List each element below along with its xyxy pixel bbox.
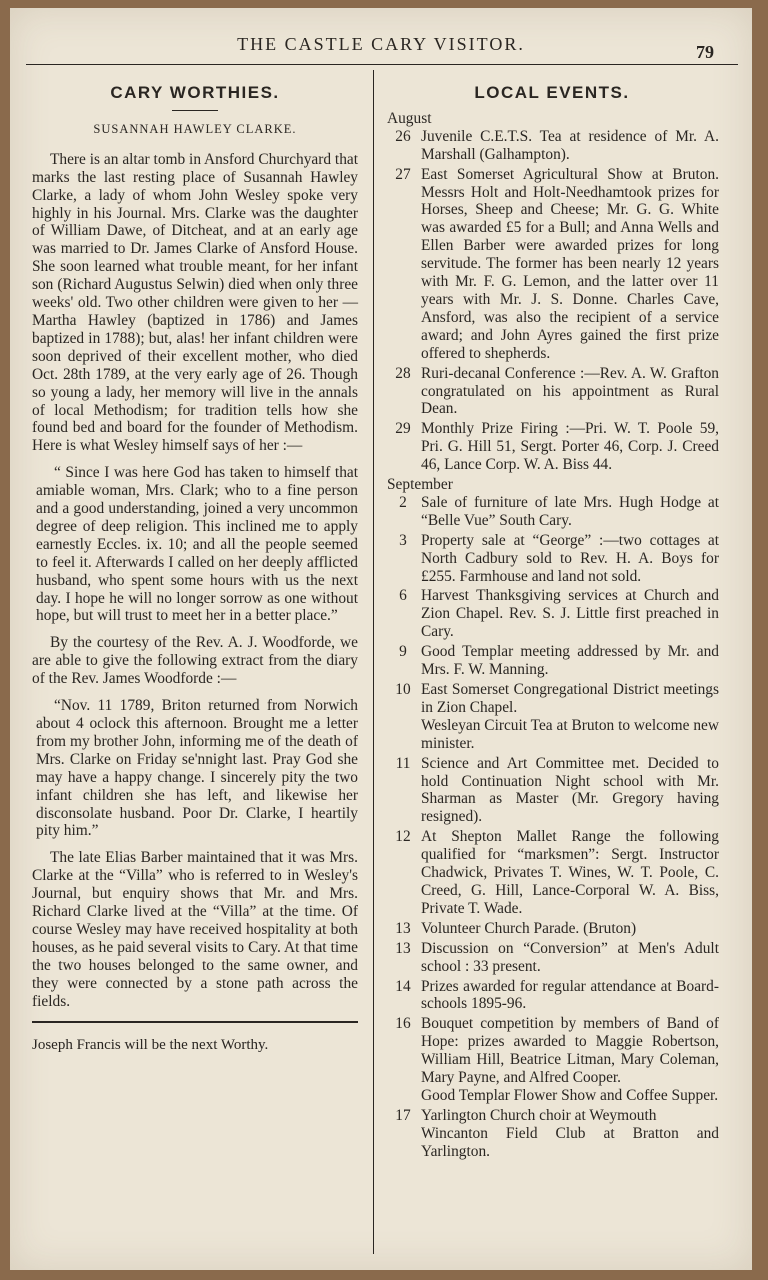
event-text: Bouquet competition by members of Band of Hope: prizes awarded to Maggie Robertson, William Hill, Beatrice Litman, Mary Coleman, Mary Payne, and Alfred Cooper. [421, 1015, 719, 1087]
event-day: 16 [395, 1015, 411, 1033]
event-text: Yarlington Church choir at Weymouth [421, 1106, 657, 1124]
running-head: THE CASTLE CARY VISITOR. [237, 34, 525, 54]
event-item [385, 587, 719, 641]
article-end-rule [32, 1021, 358, 1023]
event-body [421, 920, 719, 938]
event-text: Good Templar meeting addressed by Mr. and Mrs. F. W. Manning. [421, 643, 719, 679]
event-body [421, 587, 719, 641]
event-text: Sale of furniture of late Mrs. Hugh Hodge at “Belle Vue” South Cary. [421, 493, 719, 529]
event-item [385, 1015, 719, 1105]
page [10, 8, 752, 1270]
event-day: 6 [399, 587, 407, 605]
event-text: Discussion on “Conversion” at Men's Adult school : 33 present. [421, 939, 719, 975]
event-text: At Shepton Mallet Range the following qualified for “marksmen”: Sergt. Instructor Chadwick, Privates T. Wines, W. T. Poole, C. Creed, G. Hill, Lance-Corporal W. A. Biss, Private T. Wade. [421, 828, 719, 917]
event-body [421, 494, 719, 530]
event-text: East Somerset Agricultural Show at Bruton. Messrs Holt and Holt-Needhamtook prizes for Horses, Sheep and Cheese; Mr. G. G. White was awarded £5 for a Bull; and Anna Wells and Ellen Barber were awarded prizes for long servitude. The former has been nearly 12 years with Mr. F. G. Lemon, and the latter over 11 years with Mr. J. S. Donne. Charles Cave, Ansford, was also the recipient of a service award; and John Ayres gained the first prize offered to shepherds. [421, 165, 719, 362]
event-body [421, 681, 719, 753]
event-day: 11 [395, 754, 411, 772]
event-day: 12 [395, 828, 411, 846]
cary-worthies-column [32, 70, 358, 1063]
event-body [421, 755, 719, 827]
event-text: Property sale at “George” :—two cottages at North Cadbury sold to Rev. H. A. Boys for £255. Farmhouse and land not sold. [421, 531, 719, 585]
column-divider [373, 70, 374, 1254]
page-number: 79 [696, 42, 714, 62]
article-subtitle: SUSANNAH HAWLEY CLARKE. [93, 121, 297, 136]
event-day: 13 [395, 919, 411, 937]
diary-quote: “Nov. 11 1789, Briton returned from Norwich about 4 oclock this afternoon. Brought me a letter from my brother John, informing me of the death of Mrs. Clarke on Friday se'nnight last. Pray God she may have a happy change. I sincerely pity the two infant children she has left, and likewise her disconsolate husband. Poor Dr. Clarke, I heartily pity him.” [36, 697, 358, 840]
event-text: East Somerset Congregational District meetings in Zion Chapel. [421, 681, 719, 716]
event-day: 9 [399, 643, 407, 661]
events-list [385, 110, 719, 1161]
event-list [385, 128, 719, 474]
event-text: Ruri-decanal Conference :—Rev. A. W. Grafton congratulated on his appointment as Rural Dean. [421, 364, 719, 418]
event-text: Monthly Prize Firing :—Pri. W. T. Poole 59, Pri. G. Hill 51, Sergt. Porter 46, Corp. J. Creed 46, Lance Corp. W. A. Biss 44. [421, 420, 719, 474]
event-text: Volunteer Church Parade. (Bruton) [421, 919, 637, 937]
event-item [385, 365, 719, 419]
event-item [385, 978, 719, 1014]
event-day: 26 [395, 127, 411, 145]
event-body [421, 1015, 719, 1105]
event-body [421, 643, 719, 679]
cary-worthies-title: CARY WORTHIES. [110, 83, 280, 102]
event-day: 14 [395, 977, 411, 995]
event-item [385, 940, 719, 976]
month-heading: September [387, 476, 453, 494]
event-item [385, 755, 719, 827]
event-day: 13 [395, 939, 411, 957]
event-text: Harvest Thanksgiving services at Church and Zion Chapel. Rev. S. J. Little first preached in Cary. [421, 587, 719, 641]
next-worthy-note: Joseph Francis will be the next Worthy. [32, 1036, 269, 1053]
event-day: 27 [395, 165, 411, 183]
event-body [421, 940, 719, 976]
event-body [421, 166, 719, 363]
article-paragraph: There is an altar tomb in Ansford Churchyard that marks the last resting place of Susannah Hawley Clarke, a lady of whom John Wesley spoke very highly in his Journal. Mrs. Clarke was the daughter of William Dawe, of Ditcheat, and at an early age was married to Dr. James Clarke of Ansford House. She soon learned what trouble meant, for her infant son (Richard Augustus Selwin) died when only three weeks' old. Two other children were given to her — Martha Hawley (baptized in 1786) and James baptized in 1788); but, alas! her infant children were soon deprived of their excellent mother, who died Oct. 28th 1789, at the very early age of 26. Though so young a lady, her memory will live in the annals of local Methodism; for tradition tells how she found bed and board for the founder of Methodism. Here is what Wesley himself says of her :— [32, 150, 358, 455]
wesley-quote: “ Since I was here God has taken to himself that amiable woman, Mrs. Clark; who to a fine person and a good understanding, joined a very uncommon degree of deep religion. This inclined me to apply earnestly Eccles. ix. 10; and all the people seemed to feel it. Afterwards I called on her deeply afflicted husband, who spent some hours with us the next day. I hope he will no longer sorrow as one without hope, but will trust to meet her in a better place.” [36, 464, 358, 625]
event-body [421, 532, 719, 586]
event-body [421, 420, 719, 474]
event-text: Science and Art Committee met. Decided to hold Continuation Night school with Mr. Sharman as Master (Mr. Gregory having resigned). [421, 754, 719, 826]
event-day: 17 [395, 1106, 411, 1124]
event-item [385, 828, 719, 918]
event-body [421, 828, 719, 918]
event-body [421, 978, 719, 1014]
event-item [385, 681, 719, 753]
event-item [385, 920, 719, 938]
local-events-column [385, 70, 719, 1163]
event-body [421, 128, 719, 164]
article-paragraph: By the courtesy of the Rev. A. J. Woodforde, we are able to give the following extract from the diary of the Rev. James Woodforde :— [32, 634, 358, 688]
month-heading: August [387, 109, 432, 127]
event-item [385, 1107, 719, 1161]
event-text: Wincanton Field Club at Bratton and Yarlington. [421, 1124, 719, 1160]
article-paragraph: The late Elias Barber maintained that it was Mrs. Clarke at the “Villa” who is referred to in Wesley's Journal, but enquiry shows that Mr. and Mrs. Richard Clarke lived at the “Villa” at the time. Of course Wesley may have received hospitality at both houses, as he paid several visits to Cary. At that time the two houses belonged to the same owner, and they were connected by a stone path across the fields. [32, 849, 358, 1010]
header-rule [26, 64, 738, 65]
event-item [385, 166, 719, 363]
event-item [385, 494, 719, 530]
title-rule [172, 110, 218, 111]
event-item [385, 128, 719, 164]
event-item [385, 532, 719, 586]
event-day: 29 [395, 420, 411, 438]
event-text: Good Templar Flower Show and Coffee Supper. [421, 1086, 719, 1104]
event-text: Wesleyan Circuit Tea at Bruton to welcome new minister. [421, 716, 719, 752]
event-list [385, 494, 719, 1161]
event-day: 28 [395, 364, 411, 382]
local-events-title: LOCAL EVENTS. [474, 83, 630, 102]
event-day: 2 [399, 493, 407, 511]
event-text: Prizes awarded for regular attendance at Board-schools 1895-96. [421, 977, 719, 1013]
event-item [385, 643, 719, 679]
event-day: 3 [399, 531, 407, 549]
event-text: Juvenile C.E.T.S. Tea at residence of Mr. A. Marshall (Galhampton). [421, 127, 719, 163]
event-item [385, 420, 719, 474]
event-body [421, 1107, 719, 1161]
event-body [421, 365, 719, 419]
event-day: 10 [395, 681, 411, 698]
